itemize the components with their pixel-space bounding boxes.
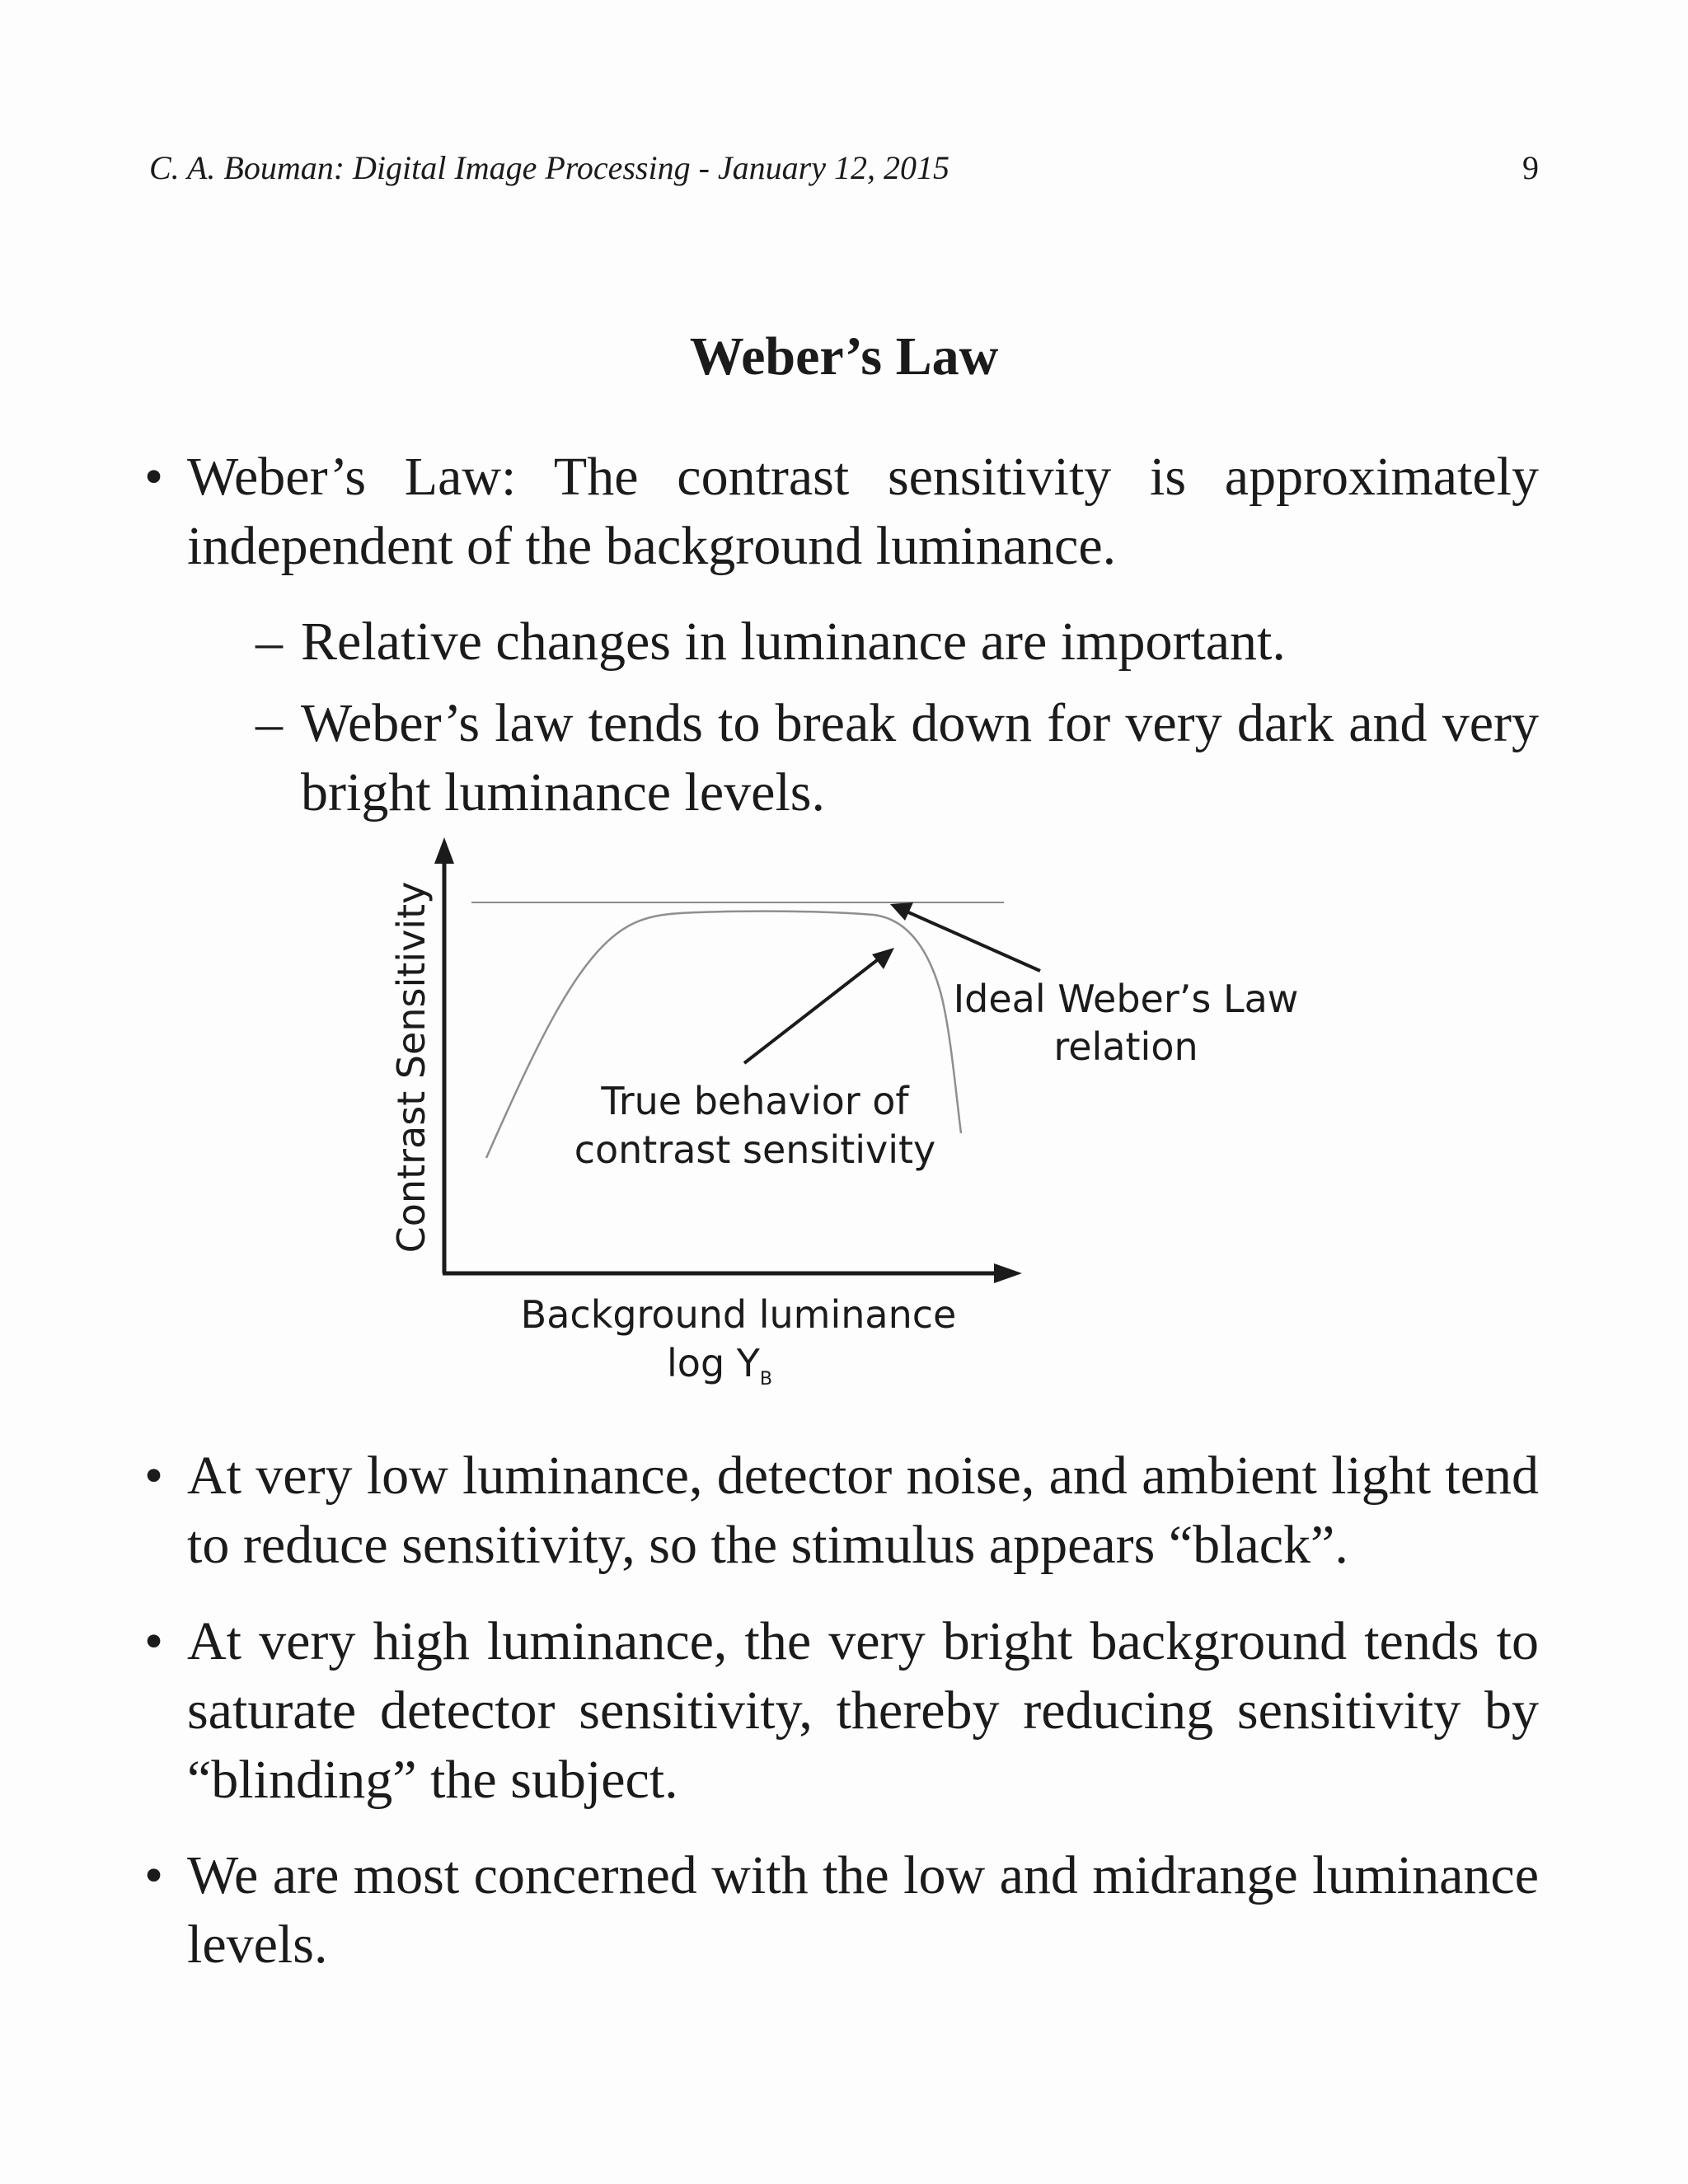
bullet-text: At very low luminance, detector noise, and ambient light tend to reduce sensitivity, so the stimulus appears “black”.	[187, 1446, 1539, 1575]
annotation-ideal-line2: relation	[1053, 1024, 1198, 1069]
annotation-true-line2: contrast sensitivity	[574, 1127, 936, 1172]
subbullet-marker: –	[256, 693, 283, 753]
bullet-marker: •	[144, 1611, 164, 1671]
bullet-text: At very high luminance, the very bright background tends to saturate detector sensitivity, thereby reducing sensitivity by “blinding” the subject.	[187, 1611, 1539, 1810]
bullet-midrange	[144, 1841, 1539, 1980]
subbullet-text: Weber’s law tends to break down for very dark and very bright luminance levels.	[301, 693, 1539, 823]
annotation-ideal-line1: Ideal Weber’s Law	[953, 977, 1299, 1021]
ideal-pointer-arrow	[907, 912, 1040, 971]
page-title: Weber’s Law	[689, 326, 999, 387]
bullet-text: We are most concerned with the low and midrange luminance levels.	[187, 1845, 1539, 1975]
true-pointer-arrow	[744, 958, 880, 1063]
bullet-marker: •	[144, 1446, 164, 1506]
y-axis-label: Contrast Sensitivity	[389, 881, 434, 1254]
x-axis-arrowhead	[994, 1263, 1022, 1283]
page-number: 9	[1522, 149, 1539, 186]
bullet-text: Weber’s Law: The contrast sensitivity is approximately independent of the background luminance.	[187, 447, 1539, 576]
x-axis-label-line2	[667, 1341, 772, 1390]
annotation-true-line1: True behavior of	[601, 1079, 909, 1123]
x-axis-label-log: log Y	[667, 1341, 760, 1385]
bullet-marker: •	[144, 1845, 164, 1905]
subbullet-marker: –	[256, 612, 283, 672]
bullet-marker: •	[144, 447, 164, 507]
y-axis-arrowhead	[434, 837, 454, 864]
running-title: C. A. Bouman: Digital Image Processing - January 12, 2015	[149, 149, 950, 186]
subbullet-text: Relative changes in luminance are important.	[301, 612, 1286, 672]
true-pointer-arrowhead	[872, 948, 894, 969]
x-axis-label-subscript: B	[759, 1369, 772, 1390]
bullet-low-luminance	[144, 1441, 1539, 1580]
x-axis-label-line1: Background luminance	[520, 1292, 957, 1337]
bullet-high-luminance	[144, 1607, 1539, 1815]
